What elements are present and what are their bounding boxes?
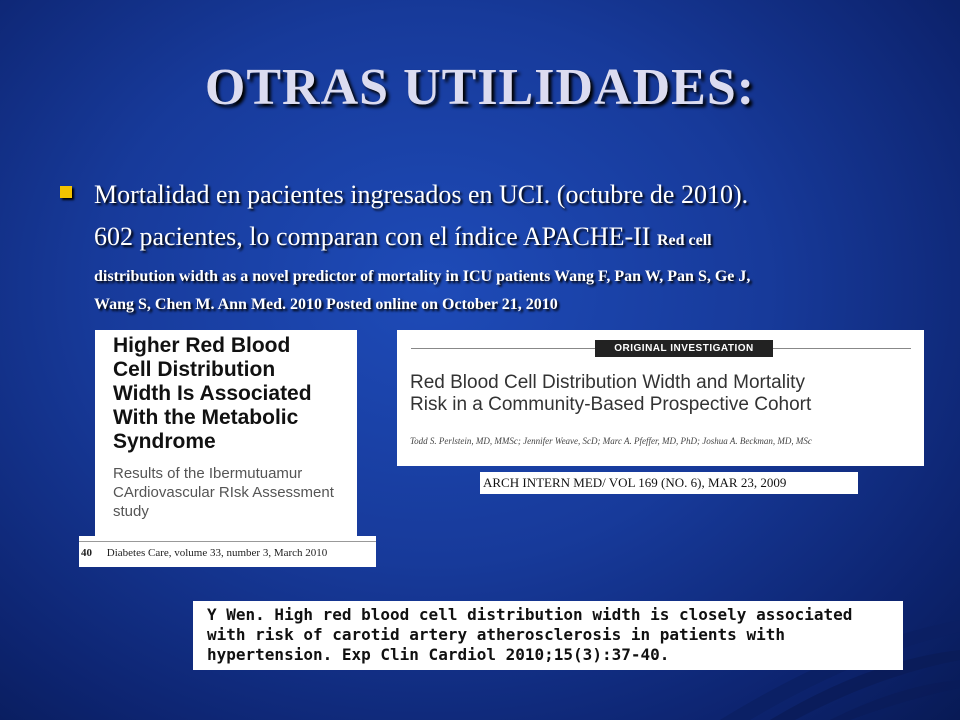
diabetes-care-footer [79, 536, 376, 567]
article-authors: Todd S. Perlstein, MD, MMSc; Jennifer Weave, ScD; Marc A. Pfeffer, MD, PhD; Joshua A. Beckman, MD, MSc [410, 436, 812, 446]
reference-line-1: distribution width as a novel predictor of mortality in ICU patients Wang F, Pan W, Pan S, Ge J, [94, 268, 751, 285]
journal-citation: Diabetes Care, volume 33, number 3, March 2010 [106, 547, 328, 559]
wen-citation-clipping [193, 601, 903, 670]
reference-line-2: Wang S, Chen M. Ann Med. 2010 Posted online on October 21, 2010 [94, 296, 558, 313]
bullet-text [94, 175, 914, 319]
wen-line-3: hypertension. Exp Clin Cardiol 2010;15(3):37-40. [207, 645, 670, 664]
bullet-line-2-main: 602 pacientes, lo comparan con el índice APACHE-II [94, 222, 651, 251]
clipping-headline: Higher Red Blood Cell Distribution Width Is Associated With the Metabolic Syndrome [113, 334, 312, 453]
arch-citation: ARCH INTERN MED/ VOL 169 (NO. 6), MAR 23, 2009 [483, 475, 787, 490]
arch-citation-strip [480, 472, 858, 494]
wen-line-1: Y Wen. High red blood cell distribution width is closely associated [207, 605, 853, 624]
slide-title: OTRAS UTILIDADES: [204, 59, 756, 116]
bullet-line-2 [94, 215, 914, 263]
diabetes-care-clipping [95, 330, 357, 536]
reference-start: Red cell [656, 232, 712, 249]
wen-line-2: with risk of carotid artery atherosclerosis in patients with [207, 625, 785, 644]
arch-intern-med-clipping [397, 330, 924, 466]
page-number: 40 [81, 547, 92, 559]
section-tag: ORIGINAL INVESTIGATION [595, 340, 773, 357]
bullet-square-icon [60, 186, 72, 198]
clipping-subtitle: Results of the Ibermutuamur CArdiovascular RIsk Assessment study [113, 465, 334, 520]
bullet-line-1: Mortalidad en pacientes ingresados en UCI. (octubre de 2010). [94, 180, 749, 209]
article-title: Red Blood Cell Distribution Width and Mortality Risk in a Community-Based Prospective Cohort [410, 372, 812, 415]
footer-rule [79, 541, 376, 542]
